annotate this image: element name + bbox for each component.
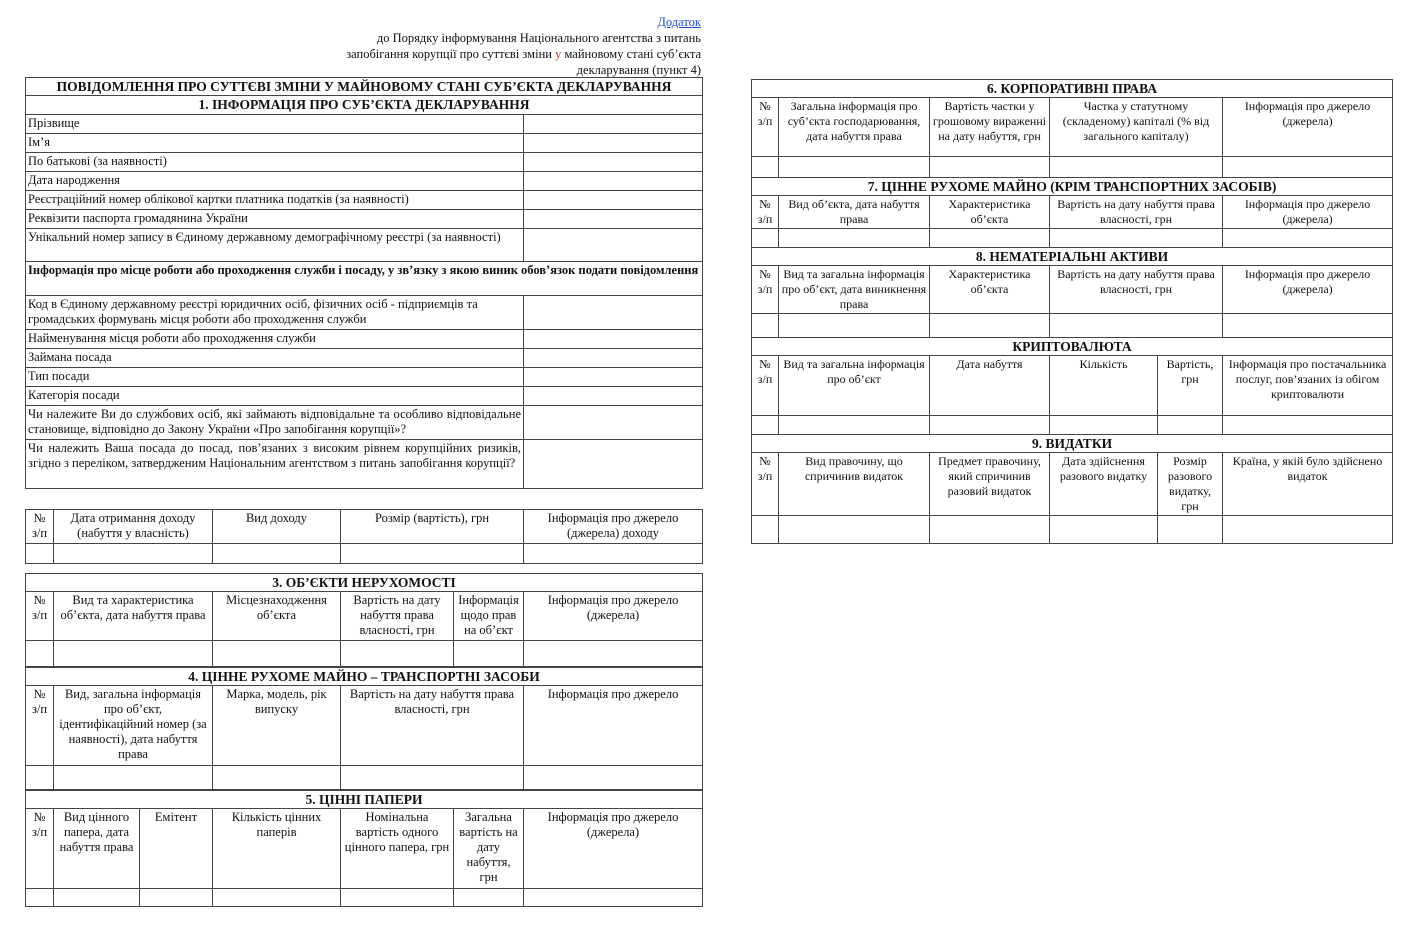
s5-header-security-type: Вид цінного папера, дата набуття права bbox=[54, 809, 140, 889]
s9-header-country: Країна, у якій було здійснено видаток bbox=[1223, 453, 1393, 516]
work-info-heading: Інформація про місце роботи або проходження служби і посаду, у зв’язку з якою виник обов’язок подати повідомлення bbox=[26, 262, 703, 296]
s2-header-date: Дата отримання доходу (набуття у власність) bbox=[54, 510, 213, 544]
s4-header-model: Марка, модель, рік випуску bbox=[213, 686, 341, 766]
crypto-header-date: Дата набуття bbox=[930, 356, 1050, 416]
s7-cell[interactable] bbox=[1223, 229, 1393, 248]
s9-header-transaction: Вид правочину, що спричинив видаток bbox=[779, 453, 930, 516]
s7-cell[interactable] bbox=[752, 229, 779, 248]
s9-cell[interactable] bbox=[752, 516, 779, 544]
section-3-table bbox=[25, 573, 703, 667]
s5-header-quantity: Кількість цінних паперів bbox=[213, 809, 341, 889]
field-label-position: Займана посада bbox=[26, 349, 524, 368]
section-4-title: 4. ЦІННЕ РУХОМЕ МАЙНО – ТРАНСПОРТНІ ЗАСОБИ bbox=[26, 668, 703, 686]
section-gap bbox=[26, 564, 703, 574]
s4-header-object: Вид, загальна інформація про об’єкт, ідентифікаційний номер (за наявності), дата набуття права bbox=[54, 686, 213, 766]
s8-cell[interactable] bbox=[752, 314, 779, 338]
field-label-edr-code: Код в Єдиному державному реєстрі юридичних осіб, фізичних осіб - підприємців та громадських формувань місця роботи або проходження служби bbox=[26, 296, 524, 330]
s4-cell[interactable] bbox=[524, 766, 703, 790]
s5-cell[interactable] bbox=[341, 889, 454, 907]
crypto-cell[interactable] bbox=[1223, 416, 1393, 435]
s7-cell[interactable] bbox=[1050, 229, 1223, 248]
crypto-header-provider: Інформація про постачальника послуг, пов’язаних із обігом криптовалюти bbox=[1223, 356, 1393, 416]
s2-header-amount: Розмір (вартість), грн bbox=[341, 510, 524, 544]
s6-header-value: Вартість частки у грошовому вираженні на дату набуття, грн bbox=[930, 98, 1050, 157]
section-9-title: 9. ВИДАТКИ bbox=[752, 435, 1393, 453]
s9-cell[interactable] bbox=[930, 516, 1050, 544]
annex-link[interactable]: Додаток bbox=[657, 15, 701, 29]
field-label-responsible-position: Чи належите Ви до службових осіб, які займають відповідальне та особливо відповідальне становище, відповідно до Закону України «Про запобігання корупції»? bbox=[26, 406, 524, 440]
s4-header-source: Інформація про джерело bbox=[524, 686, 703, 766]
s5-header-total: Загальна вартість на дату набуття, грн bbox=[454, 809, 524, 889]
s5-cell[interactable] bbox=[213, 889, 341, 907]
crypto-cell[interactable] bbox=[1050, 416, 1158, 435]
field-label-patronymic: По батькові (за наявності) bbox=[26, 153, 524, 172]
crypto-header-object: Вид та загальна інформація про об’єкт bbox=[779, 356, 930, 416]
s4-header-number: № з/п bbox=[26, 686, 54, 766]
s2-header-income-type: Вид доходу bbox=[213, 510, 341, 544]
s2-cell[interactable] bbox=[54, 544, 213, 564]
s9-header-amount: Розмір разового видатку, грн bbox=[1158, 453, 1223, 516]
s3-cell[interactable] bbox=[26, 641, 54, 667]
s2-cell[interactable] bbox=[213, 544, 341, 564]
s4-header-value: Вартість на дату набуття права власності, грн bbox=[341, 686, 524, 766]
annex-line-2: запобігання корупції про суттєві зміни у майновому стані суб’єкта bbox=[346, 47, 701, 61]
s3-cell[interactable] bbox=[341, 641, 454, 667]
s6-cell[interactable] bbox=[779, 157, 930, 178]
s4-cell[interactable] bbox=[213, 766, 341, 790]
s7-header-characteristic: Характеристика об’єкта bbox=[930, 196, 1050, 229]
field-value-birthdate[interactable] bbox=[524, 172, 703, 191]
section-5-table bbox=[25, 790, 703, 907]
s8-cell[interactable] bbox=[1223, 314, 1393, 338]
right-form-table bbox=[751, 79, 1393, 544]
s8-header-object: Вид та загальна інформація про об’єкт, дата виникнення права bbox=[779, 266, 930, 314]
field-value-position[interactable] bbox=[524, 349, 703, 368]
s6-cell[interactable] bbox=[1050, 157, 1223, 178]
field-label-passport: Реквізити паспорта громадянина України bbox=[26, 210, 524, 229]
s3-header-source: Інформація про джерело (джерела) bbox=[524, 592, 703, 641]
s8-header-source: Інформація про джерело (джерела) bbox=[1223, 266, 1393, 314]
s5-cell[interactable] bbox=[54, 889, 140, 907]
s6-cell[interactable] bbox=[1223, 157, 1393, 178]
form-title: ПОВІДОМЛЕННЯ ПРО СУТТЄВІ ЗМІНИ У МАЙНОВОМУ СТАНІ СУБ’ЄКТА ДЕКЛАРУВАННЯ bbox=[26, 78, 703, 96]
crypto-cell[interactable] bbox=[1158, 416, 1223, 435]
field-label-corruption-risk: Чи належить Ваша посада до посад, пов’язаних з високим рівнем корупційних ризиків, згідно з переліком, затвердженим Національним агентством з питань запобігання корупції? bbox=[26, 440, 524, 489]
field-label-demographic-id: Унікальний номер запису в Єдиному державному демографічному реєстрі (за наявності) bbox=[26, 229, 524, 262]
s5-cell[interactable] bbox=[524, 889, 703, 907]
crypto-header-number: № з/п bbox=[752, 356, 779, 416]
s3-cell[interactable] bbox=[454, 641, 524, 667]
s8-header-value: Вартість на дату набуття права власності, грн bbox=[1050, 266, 1223, 314]
s5-cell[interactable] bbox=[26, 889, 54, 907]
field-value-tax-number[interactable] bbox=[524, 191, 703, 210]
s3-header-rights: Інформація щодо прав на об’єкт bbox=[454, 592, 524, 641]
s7-cell[interactable] bbox=[779, 229, 930, 248]
annex-line-1: до Порядку інформування Національного агентства з питань bbox=[376, 31, 701, 45]
s7-header-number: № з/п bbox=[752, 196, 779, 229]
crypto-title: КРИПТОВАЛЮТА bbox=[752, 338, 1393, 356]
crypto-header-value: Вартість, грн bbox=[1158, 356, 1223, 416]
s8-cell[interactable] bbox=[1050, 314, 1223, 338]
s5-header-issuer: Емітент bbox=[140, 809, 213, 889]
s6-header-entity: Загальна інформація про суб’єкта господарювання, дата набуття права bbox=[779, 98, 930, 157]
field-value-passport[interactable] bbox=[524, 210, 703, 229]
s6-header-number: № з/п bbox=[752, 98, 779, 157]
section-8-title: 8. НЕМАТЕРІАЛЬНІ АКТИВИ bbox=[752, 248, 1393, 266]
s2-cell[interactable] bbox=[26, 544, 54, 564]
field-value-demographic-id[interactable] bbox=[524, 229, 703, 262]
section-7-title: 7. ЦІННЕ РУХОМЕ МАЙНО (КРІМ ТРАНСПОРТНИХ ЗАСОБІВ) bbox=[752, 178, 1393, 196]
s9-cell[interactable] bbox=[1158, 516, 1223, 544]
crypto-header-quantity: Кількість bbox=[1050, 356, 1158, 416]
field-label-tax-number: Реєстраційний номер облікової картки платника податків (за наявності) bbox=[26, 191, 524, 210]
s9-cell[interactable] bbox=[1050, 516, 1158, 544]
field-label-workplace: Найменування місця роботи або проходження служби bbox=[26, 330, 524, 349]
section-4-table bbox=[25, 667, 703, 790]
annex-line-3: декларування (пункт 4) bbox=[576, 63, 701, 77]
s6-cell[interactable] bbox=[930, 157, 1050, 178]
left-form-table bbox=[25, 77, 703, 489]
s2-header-number: № з/п bbox=[26, 510, 54, 544]
s3-header-value: Вартість на дату набуття права власності, грн bbox=[341, 592, 454, 641]
annex-header bbox=[300, 14, 701, 78]
field-value-position-category[interactable] bbox=[524, 387, 703, 406]
s8-cell[interactable] bbox=[779, 314, 930, 338]
s6-header-source: Інформація про джерело (джерела) bbox=[1223, 98, 1393, 157]
s6-header-share: Частка у статутному (складеному) капіталі (% від загального капіталу) bbox=[1050, 98, 1223, 157]
section-3-title: 3. ОБ’ЄКТИ НЕРУХОМОСТІ bbox=[26, 574, 703, 592]
s7-cell[interactable] bbox=[930, 229, 1050, 248]
crypto-cell[interactable] bbox=[930, 416, 1050, 435]
section-2-table bbox=[25, 509, 703, 574]
s8-header-characteristic: Характеристика об’єкта bbox=[930, 266, 1050, 314]
s8-cell[interactable] bbox=[930, 314, 1050, 338]
s9-header-number: № з/п bbox=[752, 453, 779, 516]
crypto-cell[interactable] bbox=[779, 416, 930, 435]
s7-header-value: Вартість на дату набуття права власності, грн bbox=[1050, 196, 1223, 229]
field-value-responsible-position[interactable] bbox=[524, 406, 703, 440]
s2-cell[interactable] bbox=[341, 544, 524, 564]
field-label-position-category: Категорія посади bbox=[26, 387, 524, 406]
s4-cell[interactable] bbox=[26, 766, 54, 790]
s9-cell[interactable] bbox=[1223, 516, 1393, 544]
s9-header-subject: Предмет правочину, який спричинив разовий видаток bbox=[930, 453, 1050, 516]
s6-cell[interactable] bbox=[752, 157, 779, 178]
s3-header-number: № з/п bbox=[26, 592, 54, 641]
field-value-corruption-risk[interactable] bbox=[524, 440, 703, 489]
s5-header-source: Інформація про джерело (джерела) bbox=[524, 809, 703, 889]
s5-cell[interactable] bbox=[454, 889, 524, 907]
field-label-surname: Прізвище bbox=[26, 115, 524, 134]
field-label-position-type: Тип посади bbox=[26, 368, 524, 387]
field-value-patronymic[interactable] bbox=[524, 153, 703, 172]
s3-cell[interactable] bbox=[213, 641, 341, 667]
s7-header-source: Інформація про джерело (джерела) bbox=[1223, 196, 1393, 229]
s5-header-number: № з/п bbox=[26, 809, 54, 889]
s3-header-location: Місцезнаходження об’єкта bbox=[213, 592, 341, 641]
s2-cell[interactable] bbox=[524, 544, 703, 564]
field-value-name[interactable] bbox=[524, 134, 703, 153]
section-5-title: 5. ЦІННІ ПАПЕРИ bbox=[26, 791, 703, 809]
section-6-title: 6. КОРПОРАТИВНІ ПРАВА bbox=[752, 80, 1393, 98]
s9-cell[interactable] bbox=[779, 516, 930, 544]
field-label-name: Ім’я bbox=[26, 134, 524, 153]
s4-cell[interactable] bbox=[54, 766, 213, 790]
field-value-workplace[interactable] bbox=[524, 330, 703, 349]
s2-header-source: Інформація про джерело (джерела) доходу bbox=[524, 510, 703, 544]
field-value-position-type[interactable] bbox=[524, 368, 703, 387]
s3-cell[interactable] bbox=[54, 641, 213, 667]
s3-header-object: Вид та характеристика об’єкта, дата набуття права bbox=[54, 592, 213, 641]
s9-header-date: Дата здійснення разового видатку bbox=[1050, 453, 1158, 516]
field-label-birthdate: Дата народження bbox=[26, 172, 524, 191]
field-value-edr-code[interactable] bbox=[524, 296, 703, 330]
s3-cell[interactable] bbox=[524, 641, 703, 667]
s4-cell[interactable] bbox=[341, 766, 524, 790]
s8-header-number: № з/п bbox=[752, 266, 779, 314]
crypto-cell[interactable] bbox=[752, 416, 779, 435]
s7-header-object: Вид об’єкта, дата набуття права bbox=[779, 196, 930, 229]
s5-header-nominal: Номінальна вартість одного цінного папера, грн bbox=[341, 809, 454, 889]
field-value-surname[interactable] bbox=[524, 115, 703, 134]
section-1-title: 1. ІНФОРМАЦІЯ ПРО СУБ’ЄКТА ДЕКЛАРУВАННЯ bbox=[26, 96, 703, 115]
s5-cell[interactable] bbox=[140, 889, 213, 907]
